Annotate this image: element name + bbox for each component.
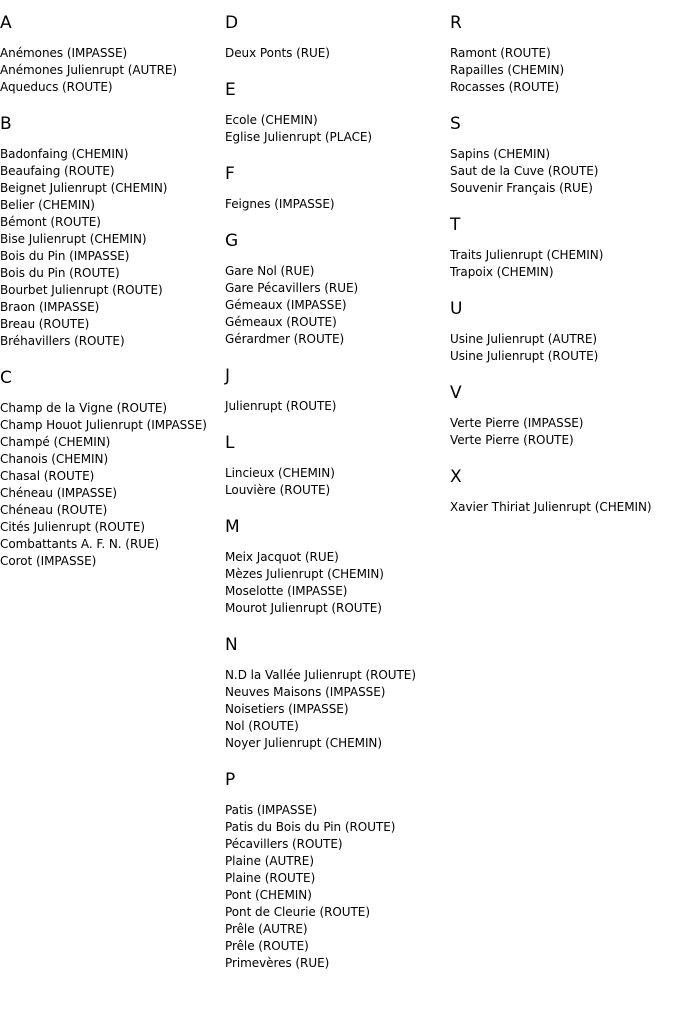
street-item: Saut de la Cuve (ROUTE) (450, 164, 599, 178)
street-item: Rocasses (ROUTE) (450, 80, 560, 94)
street-list (225, 465, 450, 499)
letter-section-p (225, 770, 450, 972)
letter-section-n (225, 635, 450, 752)
street-item: Noisetiers (IMPASSE) (225, 702, 349, 716)
section-letter-heading: M (225, 517, 241, 537)
street-item: Prêle (AUTRE) (225, 922, 308, 936)
section-letter-heading: V (450, 383, 463, 403)
street-item: Ecole (CHEMIN) (225, 113, 318, 127)
street-item: Louvière (ROUTE) (225, 483, 331, 497)
street-list (225, 667, 450, 752)
street-item: Aqueducs (ROUTE) (0, 80, 113, 94)
section-letter-heading: U (450, 299, 463, 319)
street-item: Braon (IMPASSE) (0, 300, 100, 314)
section-letter-heading: N (225, 635, 239, 655)
street-item: Primevères (RUE) (225, 956, 330, 970)
letter-section-j (225, 366, 450, 415)
street-item: Belier (CHEMIN) (0, 198, 95, 212)
street-item: Bréhavillers (ROUTE) (0, 334, 125, 348)
street-item: Gare Nol (RUE) (225, 264, 315, 278)
street-item: Souvenir Français (RUE) (450, 181, 593, 195)
letter-section-c (0, 368, 225, 570)
street-item: Ramont (ROUTE) (450, 46, 551, 60)
street-item: Sapins (CHEMIN) (450, 147, 551, 161)
street-item: Verte Pierre (ROUTE) (450, 433, 574, 447)
street-item: N.D la Vallée Julienrupt (ROUTE) (225, 668, 416, 682)
letter-section-v (450, 383, 675, 449)
street-item: Meix Jacquot (RUE) (225, 550, 339, 564)
street-item: Patis (IMPASSE) (225, 803, 318, 817)
letter-section-b (0, 114, 225, 350)
section-letter-heading: C (0, 368, 13, 388)
section-letter-heading: L (225, 433, 235, 453)
street-item: Bois du Pin (ROUTE) (0, 266, 120, 280)
section-letter-heading: T (450, 215, 461, 235)
street-item: Xavier Thiriat Julienrupt (CHEMIN) (450, 500, 652, 514)
street-item: Trapoix (CHEMIN) (450, 265, 554, 279)
street-item: Combattants A. F. N. (RUE) (0, 537, 160, 551)
street-list (0, 146, 225, 350)
street-item: Badonfaing (CHEMIN) (0, 147, 129, 161)
street-index-column-1 (0, 0, 225, 588)
letter-section-x (450, 467, 675, 516)
street-item: Bois du Pin (IMPASSE) (0, 249, 130, 263)
street-item: Julienrupt (ROUTE) (225, 399, 337, 413)
section-letter-heading: E (225, 80, 237, 100)
street-item: Verte Pierre (IMPASSE) (450, 416, 584, 430)
street-list (0, 400, 225, 570)
street-item: Cités Julienrupt (ROUTE) (0, 520, 145, 534)
street-item: Plaine (AUTRE) (225, 854, 314, 868)
letter-section-e (225, 80, 450, 146)
section-letter-heading: G (225, 231, 239, 251)
street-index-column-2 (225, 0, 450, 990)
street-item: Neuves Maisons (IMPASSE) (225, 685, 386, 699)
street-list (450, 146, 675, 197)
street-item: Usine Julienrupt (ROUTE) (450, 349, 599, 363)
street-item: Deux Ponts (RUE) (225, 46, 330, 60)
street-item: Plaine (ROUTE) (225, 871, 316, 885)
section-letter-heading: R (450, 13, 463, 33)
street-item: Lincieux (CHEMIN) (225, 466, 335, 480)
street-item: Champé (CHEMIN) (0, 435, 111, 449)
letter-section-t (450, 215, 675, 281)
street-item: Gérardmer (ROUTE) (225, 332, 345, 346)
street-item: Beaufaing (ROUTE) (0, 164, 115, 178)
street-item: Moselotte (IMPASSE) (225, 584, 348, 598)
street-list (450, 247, 675, 281)
street-list (225, 549, 450, 617)
street-item: Corot (IMPASSE) (0, 554, 97, 568)
street-item: Chéneau (IMPASSE) (0, 486, 118, 500)
letter-section-m (225, 517, 450, 617)
street-item: Gémeaux (IMPASSE) (225, 298, 347, 312)
street-list (450, 45, 675, 96)
section-letter-heading: B (0, 114, 13, 134)
street-list (450, 331, 675, 365)
street-item: Gémeaux (ROUTE) (225, 315, 337, 329)
street-item: Anémones (IMPASSE) (0, 46, 128, 60)
letter-section-u (450, 299, 675, 365)
letter-section-g (225, 231, 450, 348)
street-item: Eglise Julienrupt (PLACE) (225, 130, 373, 144)
street-list (0, 45, 225, 96)
letter-section-d (225, 13, 450, 62)
street-list (225, 263, 450, 348)
street-item: Feignes (IMPASSE) (225, 197, 335, 211)
section-letter-heading: X (450, 467, 463, 487)
letter-section-s (450, 114, 675, 197)
section-letter-heading: J (225, 366, 231, 386)
street-list (450, 415, 675, 449)
street-item: Bémont (ROUTE) (0, 215, 101, 229)
street-list (225, 45, 450, 62)
street-item: Chanois (CHEMIN) (0, 452, 109, 466)
street-item: Champ de la Vigne (ROUTE) (0, 401, 168, 415)
street-item: Chéneau (ROUTE) (0, 503, 108, 517)
street-item: Patis du Bois du Pin (ROUTE) (225, 820, 396, 834)
street-index-column-3 (450, 0, 675, 534)
letter-section-r (450, 13, 675, 96)
section-letter-heading: S (450, 114, 462, 134)
letter-section-a (0, 13, 225, 96)
street-item: Noyer Julienrupt (CHEMIN) (225, 736, 382, 750)
street-item: Mèzes Julienrupt (CHEMIN) (225, 567, 384, 581)
section-letter-heading: D (225, 13, 239, 33)
street-item: Gare Pécavillers (RUE) (225, 281, 359, 295)
street-item: Bise Julienrupt (CHEMIN) (0, 232, 147, 246)
street-list (450, 499, 675, 516)
street-item: Beignet Julienrupt (CHEMIN) (0, 181, 168, 195)
street-item: Breau (ROUTE) (0, 317, 90, 331)
letter-section-l (225, 433, 450, 499)
street-item: Prêle (ROUTE) (225, 939, 309, 953)
street-item: Chasal (ROUTE) (0, 469, 95, 483)
section-letter-heading: A (0, 13, 13, 33)
street-item: Pont de Cleurie (ROUTE) (225, 905, 370, 919)
street-item: Pont (CHEMIN) (225, 888, 312, 902)
street-item: Traits Julienrupt (CHEMIN) (450, 248, 604, 262)
section-letter-heading: P (225, 770, 236, 790)
street-list (225, 398, 450, 415)
street-item: Mourot Julienrupt (ROUTE) (225, 601, 382, 615)
street-list (225, 196, 450, 213)
street-item: Nol (ROUTE) (225, 719, 299, 733)
letter-section-f (225, 164, 450, 213)
section-letter-heading: F (225, 164, 236, 184)
street-item: Bourbet Julienrupt (ROUTE) (0, 283, 163, 297)
street-item: Usine Julienrupt (AUTRE) (450, 332, 598, 346)
street-item: Champ Houot Julienrupt (IMPASSE) (0, 418, 207, 432)
street-list (225, 112, 450, 146)
street-item: Pécavillers (ROUTE) (225, 837, 343, 851)
street-item: Anémones Julienrupt (AUTRE) (0, 63, 178, 77)
street-item: Rapailles (CHEMIN) (450, 63, 565, 77)
street-list (225, 802, 450, 972)
